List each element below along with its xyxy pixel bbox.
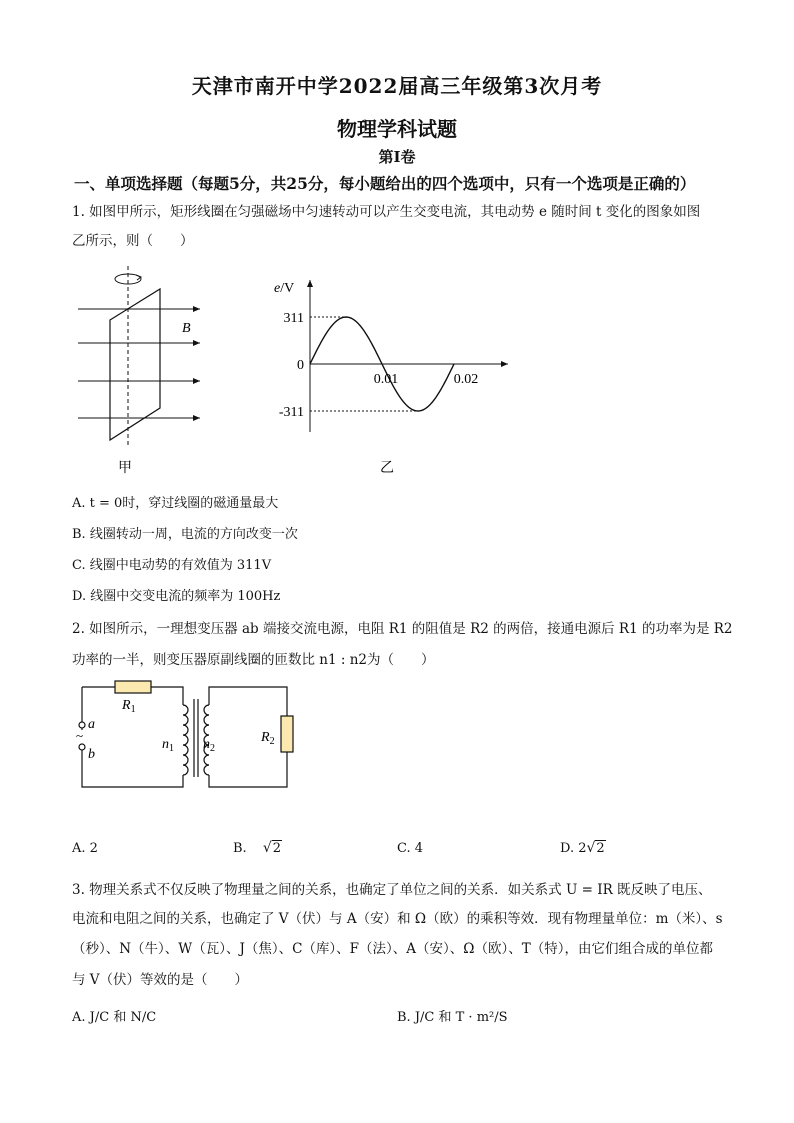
resistor-r2: [281, 716, 293, 752]
figure-caption-yi: 乙: [380, 461, 394, 476]
q3-stem-line3: （秒）、N（牛）、W（瓦）、J（焦）、C（库）、F（法）、A（安）、Ω（欧）、T（特），由它们组合成的单位都: [72, 941, 713, 957]
r2-label: $R_2$: [261, 730, 275, 747]
q3-stem-line4: 与 V（伏）等效的是（ ）: [72, 972, 249, 988]
n2-label: $n_2$: [203, 737, 215, 754]
q1-stem-line1: 1. 如图甲所示，矩形线圈在匀强磁场中匀速转动可以产生交变电流，其电动势 e 随时间 t 变化的图象如图: [72, 204, 701, 220]
y-tick-label-min: -311: [278, 405, 304, 420]
y-axis-label: e/V: [274, 281, 295, 296]
primary-coil: [183, 705, 188, 775]
terminal-b: [79, 744, 85, 750]
resistor-r1: [115, 681, 151, 693]
sqrt-symbol-icon: √: [262, 840, 272, 856]
q3-stem-line2: 电流和电阻之间的关系，也确定了 V（伏）与 A（安）和 Ω（欧）的乘积等效．现有物理量单位：m（米）、s: [72, 911, 723, 927]
x-tick-label-1: 0.01: [373, 372, 399, 387]
q1-figure-coil: [70, 262, 220, 477]
figure-caption-jia: 甲: [118, 461, 132, 476]
q2-option-b-prefix: B.: [233, 841, 247, 856]
q2-option-a[interactable]: A. 2: [72, 841, 98, 856]
q2-option-d-radicand: 2: [596, 841, 605, 856]
subject-title: 物理学科试题: [337, 117, 457, 141]
q2-option-c[interactable]: C. 4: [397, 841, 424, 856]
q2-option-d[interactable]: [560, 840, 606, 856]
q2-option-b-radicand: 2: [272, 841, 282, 856]
terminal-b-label: b: [88, 747, 95, 762]
part-title: 第I卷: [378, 148, 416, 166]
q2-option-d-prefix: D. 2: [560, 841, 587, 856]
q1-option-d[interactable]: D. 线圈中交变电流的频率为 100Hz: [72, 589, 281, 604]
terminal-a-label: a: [88, 717, 95, 732]
q1-stem-line2: 乙所示，则（ ）: [72, 233, 194, 249]
sqrt-symbol-icon: √: [586, 840, 596, 856]
q2-stem-line1: 2. 如图所示，一理想变压器 ab 端接交流电源，电阻 R1 的阻值是 R2 的两倍，接通电源后 R1 的功率为是 R2: [72, 621, 733, 637]
q2-circuit-figure: [70, 675, 310, 795]
q3-option-a[interactable]: A. J/C 和 N/C: [72, 1010, 157, 1025]
exam-title: 天津市南开中学2022届高三年级第3次月考: [191, 74, 603, 98]
q1-figure-graph: [260, 272, 520, 477]
q3-stem-line1: 3. 物理关系式不仅反映了物理量之间的关系，也确定了单位之间的关系．如关系式 U = IR 既反映了电压、: [72, 882, 712, 898]
q1-option-c[interactable]: C. 线圈中电动势的有效值为 311V: [72, 558, 272, 573]
q1-option-a[interactable]: A. t = 0时，穿过线圈的磁通量最大: [72, 496, 279, 511]
ac-source-icon: ~: [76, 728, 84, 743]
q2-stem-line2: 功率的一半，则变压器原副线圈的匝数比 n1 : n2为（ ）: [72, 652, 435, 668]
field-label-b: B: [182, 321, 191, 336]
section-heading: 一、单项选择题（每题5分，共25分，每小题给出的四个选项中，只有一个选项是正确的）: [74, 174, 696, 193]
q2-option-b[interactable]: [233, 840, 282, 856]
y-tick-label-max: 311: [283, 311, 304, 326]
x-tick-label-2: 0.02: [453, 372, 479, 387]
origin-label: 0: [297, 358, 304, 373]
coil-frame: [110, 289, 160, 440]
q1-option-b[interactable]: B. 线圈转动一周，电流的方向改变一次: [72, 527, 298, 542]
r1-label: $R_1$: [122, 698, 136, 715]
n1-label: $n_1$: [162, 737, 174, 754]
q3-option-b[interactable]: B. J/C 和 T · m²/S: [397, 1010, 508, 1025]
